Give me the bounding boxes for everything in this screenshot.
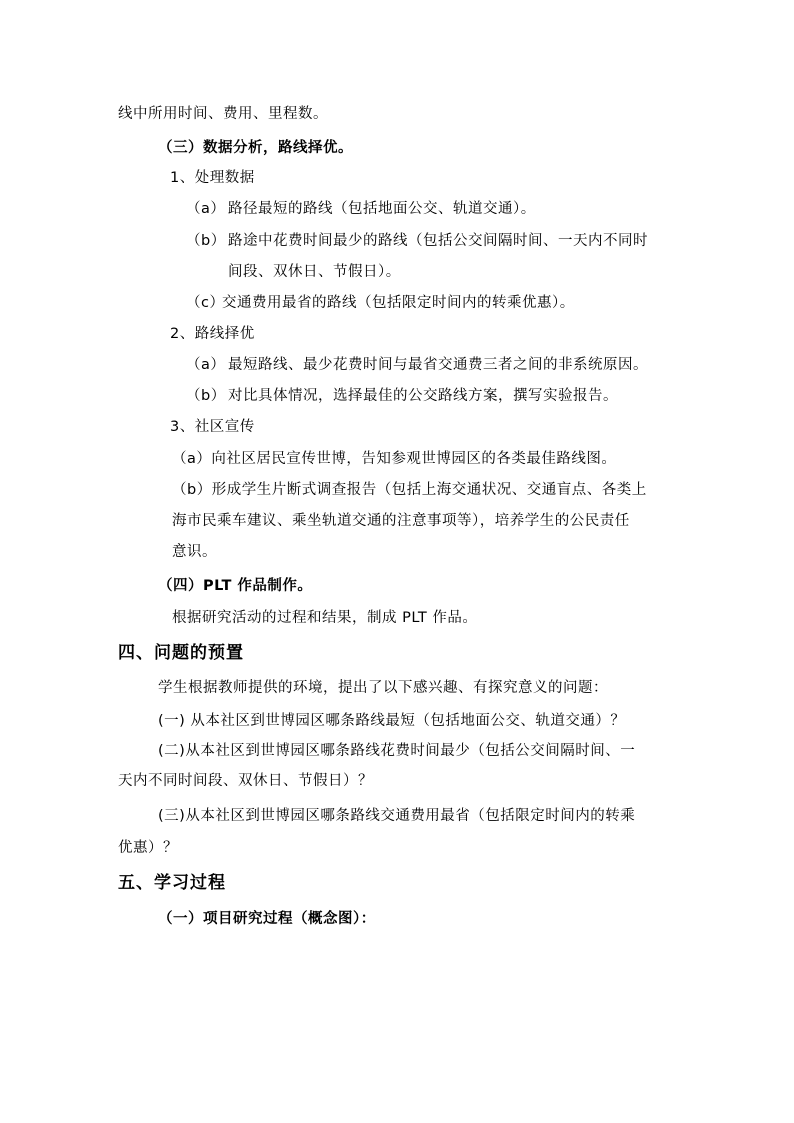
text-line: 意识。	[172, 544, 217, 560]
section-heading: （一）项目研究过程（概念图）：	[158, 911, 376, 927]
question-line: 优惠）？	[118, 840, 178, 856]
item-text: 交通费用最省的路线（包括限定时间内的转乘优惠）。	[222, 295, 575, 311]
item-label: （a）	[186, 201, 226, 217]
chapter-heading: 四、问题的预置	[118, 643, 244, 663]
section-heading: （三）数据分析，路线择优。	[158, 140, 353, 156]
question-line: (三)从本社区到世博园区哪条路线交通费用最省（包括限定时间内的转乘	[158, 808, 636, 824]
question-line: (一) 从本社区到世博园区哪条路线最短（包括地面公交、轨道交通）？	[158, 713, 626, 729]
item-text: 路途中花费时间最少的路线（包括公交间隔时间、一天内不同时	[228, 233, 648, 249]
question-line: (二)从本社区到世博园区哪条路线花费时间最少（包括公交间隔时间、一	[158, 743, 636, 759]
item-label: （b）	[186, 233, 226, 249]
item-text: 最短路线、最少花费时间与最省交通费三者之间的非系统原因。	[228, 357, 648, 373]
subheading: 1、处理数据	[170, 170, 255, 186]
chapter-heading: 五、学习过程	[118, 873, 226, 893]
item-label: （a）	[186, 357, 226, 373]
subheading: 3、社区宣传	[170, 419, 255, 435]
item-text-continued: 间段、双休日、节假日）。	[228, 264, 401, 280]
subheading: 2、路线择优	[170, 326, 255, 342]
section-heading: （四）PLT 作品制作。	[158, 578, 313, 594]
text-line: 根据研究活动的过程和结果，制成 PLT 作品。	[172, 610, 478, 626]
item-text: 对比具体情况，选择最佳的公交路线方案，撰写实验报告。	[228, 388, 618, 404]
text-line: 线中所用时间、费用、里程数。	[118, 106, 328, 122]
text-line: 海市民乘车建议、乘坐轨道交通的注意事项等），培养学生的公民责任	[172, 513, 630, 529]
item-label: （c）	[186, 295, 225, 311]
text-line: （a）向社区居民宣传世博，告知参观世博园区的各类最佳路线图。	[172, 451, 617, 467]
text-line: （b）形成学生片断式调查报告（包括上海交通状况、交通盲点、各类上	[172, 482, 647, 498]
item-text: 路径最短的路线（包括地面公交、轨道交通）。	[228, 201, 536, 217]
text-line: 学生根据教师提供的环境，提出了以下感兴趣、有探究意义的问题：	[158, 680, 608, 696]
item-label: （b）	[186, 388, 226, 404]
question-line: 天内不同时间段、双休日、节假日）？	[118, 773, 373, 789]
